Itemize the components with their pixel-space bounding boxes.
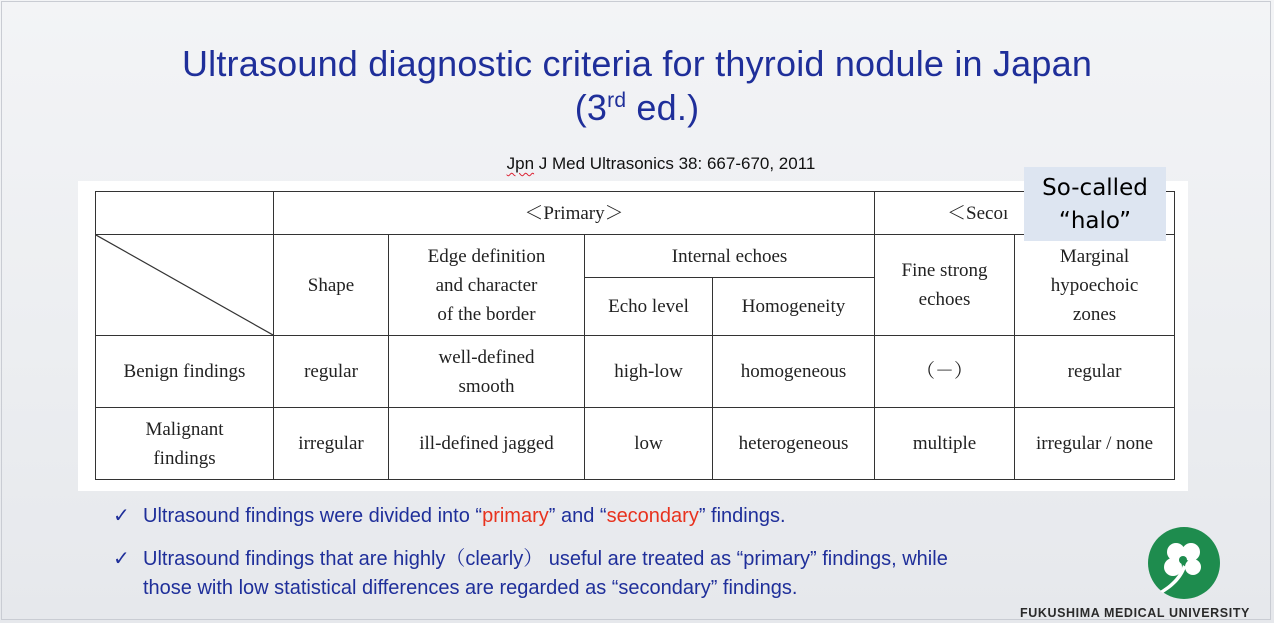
criteria-table-panel (78, 181, 1188, 491)
cell-malignant-fine-strong: multiple (875, 408, 1015, 480)
col-echo-level: Echo level (585, 278, 713, 336)
bullet-list (113, 502, 1143, 603)
cell-malignant-echo-level: low (585, 408, 713, 480)
university-name: FUKUSHIMA MEDICAL UNIVERSITY (1019, 606, 1250, 620)
header-row-columns (96, 235, 1175, 278)
blank-corner-cell (96, 192, 274, 235)
table-row-malignant (96, 408, 1175, 480)
secondary-header: ＜Secoı (875, 192, 1175, 235)
cell-malignant-homogeneity: heterogeneous (713, 408, 875, 480)
header-row-primary (96, 192, 1175, 235)
diagonal-line (96, 235, 273, 335)
col-fine-strong-echoes: Fine strong echoes (875, 235, 1015, 336)
bullet-item: ✓ Ultrasound findings were divided into “primary” and “secondary” findings. (113, 502, 1143, 531)
diagonal-corner-cell (96, 235, 274, 336)
cell-benign-fine-strong: （－） (875, 336, 1015, 408)
cell-malignant-edge: ill-defined jagged (389, 408, 585, 480)
bullet-item: ✓ Ultrasound findings that are highly（clearly） useful are treated as “primary” findings, while those with low statistical differences are regarded as “secondary” findings. (113, 545, 1143, 603)
slide-title: Ultrasound diagnostic criteria for thyroid nodule in Japan (181, 43, 1093, 84)
primary-highlight: primary (482, 505, 549, 527)
primary-header: ＜Primary＞ (274, 192, 875, 235)
university-logo-icon (1146, 525, 1222, 601)
col-shape: Shape (274, 235, 389, 336)
cell-malignant-marginal: irregular / none (1015, 408, 1175, 480)
row-label-malignant: Malignant findings (96, 408, 274, 480)
slide-title-edition: (3rd ed.) (574, 87, 700, 128)
cell-malignant-shape: irregular (274, 408, 389, 480)
col-internal-echoes: Internal echoes (585, 235, 875, 278)
col-edge-definition: Edge definition and character of the border (389, 235, 585, 336)
check-icon: ✓ (113, 505, 130, 527)
table-row-benign (96, 336, 1175, 408)
cell-benign-marginal: regular (1015, 336, 1175, 408)
col-marginal-hypoechoic-zones: Marginal hypoechoic zones (1015, 235, 1175, 336)
cell-benign-edge: well-defined smooth (389, 336, 585, 408)
cell-benign-homogeneity: homogeneous (713, 336, 875, 408)
secondary-highlight: secondary (606, 505, 699, 527)
criteria-table (95, 191, 1175, 480)
citation: Jpn J Med Ultrasonics 38: 667-670, 2011 (506, 154, 816, 173)
cell-benign-shape: regular (274, 336, 389, 408)
row-label-benign: Benign findings (96, 336, 274, 408)
col-homogeneity: Homogeneity (713, 278, 875, 336)
halo-callout: So-called “halo” (1024, 167, 1166, 241)
check-icon: ✓ (113, 548, 130, 570)
cell-benign-echo-level: high-low (585, 336, 713, 408)
